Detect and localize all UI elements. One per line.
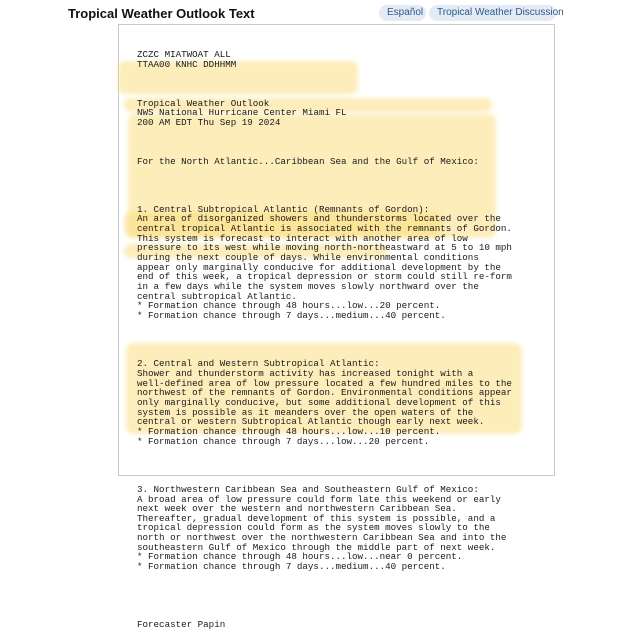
header-line: ZCZC MIATWOAT ALL — [137, 49, 231, 61]
tropical-weather-discussion-button[interactable]: Tropical Weather Discussion — [429, 5, 556, 21]
system-body-line: Thereafter, gradual development of this system is possible, and a — [137, 512, 496, 524]
system-body-line: An area of disorganized showers and thunderstorms located over the — [137, 213, 501, 225]
system-1 — [137, 205, 512, 331]
bulletin-header — [137, 50, 512, 79]
formation-chance-48h: * Formation chance through 48 hours...low...10 percent. — [137, 425, 441, 437]
espanol-button[interactable]: Español — [379, 5, 426, 21]
system-2 — [137, 359, 512, 456]
system-body-line: A broad area of low pressure could form late this weekend or early — [137, 493, 501, 505]
page-title: Tropical Weather Outlook Text — [68, 6, 255, 21]
formation-chance-48h: * Formation chance through 48 hours...low...near 0 percent. — [137, 551, 463, 563]
system-body-line: southeastern Gulf of Mexico through the middle part of next week. — [137, 541, 496, 553]
system-3 — [137, 485, 512, 591]
system-body-line: appear only marginally conducive for additional development by the — [137, 261, 501, 273]
system-body-line: end of this week, a tropical depression or storm could still re-form — [137, 271, 512, 283]
bulletin-title — [137, 99, 512, 138]
title-line: Tropical Weather Outlook — [137, 97, 270, 109]
system-heading: 3. Northwestern Caribbean Sea and Southeastern Gulf of Mexico: — [137, 483, 479, 495]
title-line: NWS National Hurricane Center Miami FL — [137, 107, 347, 119]
system-body-line: well-defined area of low pressure located a few hundred miles to the — [137, 377, 512, 389]
system-body-line: central tropical Atlantic is associated with the remnants of Gordon. — [137, 223, 512, 235]
formation-chance-7d: * Formation chance through 7 days...medium...40 percent. — [137, 561, 446, 573]
system-body-line: during the next couple of days. While environmental conditions — [137, 252, 479, 264]
system-body-line: central subtropical Atlantic. — [137, 290, 297, 302]
region-text: For the North Atlantic...Caribbean Sea and the Gulf of Mexico: — [137, 155, 479, 167]
system-body-line: tropical depression could form as the system moves slowly to the — [137, 522, 490, 534]
formation-chance-48h: * Formation chance through 48 hours...low...20 percent. — [137, 300, 441, 312]
region-line — [137, 157, 512, 176]
system-body-line: in a few days while the system moves slowly northward over the — [137, 281, 479, 293]
system-body-line: only marginally conducive, but some additional development of this — [137, 396, 501, 408]
forecaster-name: Forecaster Papin — [137, 619, 226, 631]
system-body-line: system is possible as it meanders over the open waters of the — [137, 406, 474, 418]
header-line: TTAA00 KNHC DDHHMM — [137, 58, 237, 70]
system-body-line: central or western Subtropical Atlantic though early next week. — [137, 416, 485, 428]
title-line: 200 AM EDT Thu Sep 19 2024 — [137, 116, 281, 128]
system-heading: 1. Central Subtropical Atlantic (Remnants of Gordon): — [137, 203, 430, 215]
system-body-line: pressure to its west while moving north-northeastward at 5 to 10 mph — [137, 242, 512, 254]
system-body-line: next week over the western and northwestern Caribbean Sea. — [137, 503, 457, 515]
signature — [137, 620, 512, 630]
system-body-line: This system is forecast to interact with another area of low — [137, 232, 468, 244]
formation-chance-7d: * Formation chance through 7 days...medium...40 percent. — [137, 310, 446, 322]
system-heading: 2. Central and Western Subtropical Atlantic: — [137, 358, 380, 370]
system-body-line: north or northwest over the northwestern Caribbean Sea and into the — [137, 532, 507, 544]
system-body-line: Shower and thunderstorm activity has increased tonight with a — [137, 367, 474, 379]
outlook-text — [137, 31, 512, 639]
formation-chance-7d: * Formation chance through 7 days...low...20 percent. — [137, 435, 430, 447]
system-body-line: northwest of the remnants of Gordon. Environmental conditions appear — [137, 387, 512, 399]
